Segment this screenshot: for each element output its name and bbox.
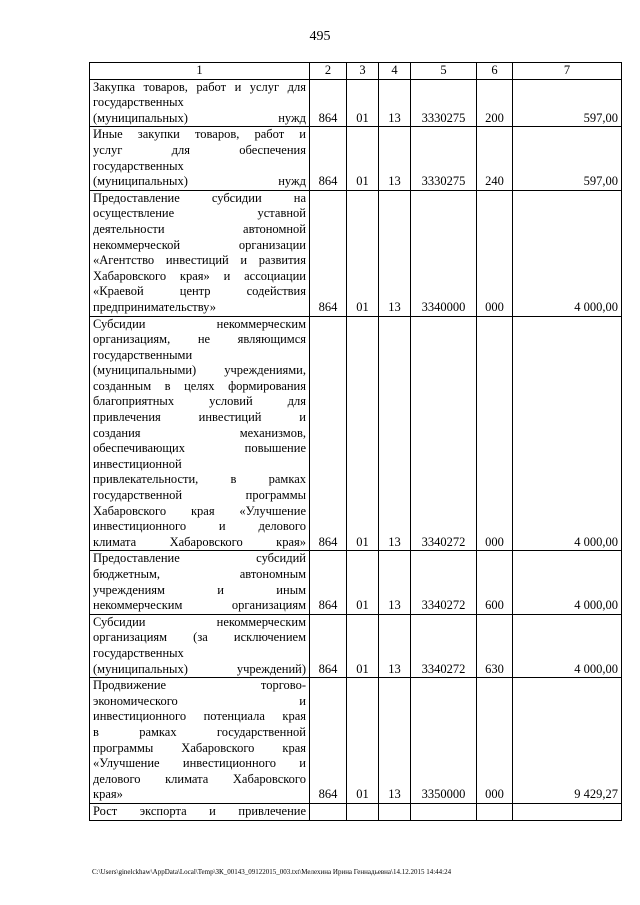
description-line: привлекательности, в рамках [93,472,306,487]
table-row [90,614,622,677]
description-line: экономического и [93,693,306,708]
description-line: организациям (за исключением [93,630,306,645]
footer-path: C:\Users\ginelckhaw\AppData\Local\Temp\ЗК_00143_09122015_003.txt\Мелехина Ирина Геннадьевна\14.12.2015 14:44:24 [92,868,452,876]
description-line: создания механизмов, [93,425,306,440]
row-description [90,678,310,804]
cell-expense-type: 200 [477,79,513,127]
description-line: делового климата Хабаровского [93,771,306,786]
description-line: климата Хабаровского края» [93,534,306,549]
table-row [90,678,622,804]
description-line: Иные закупки товаров, работ и [93,127,306,142]
description-line: программы Хабаровского края [93,740,306,755]
description-line: некоммерческой организации [93,237,306,252]
description-line: организациям, не являющимся [93,332,306,347]
cell-section [347,803,379,820]
cell-target-article: 3340272 [411,551,477,614]
cell-subsection: 13 [379,614,411,677]
cell-expense-type: 000 [477,190,513,316]
cell-section: 01 [347,614,379,677]
cell-chapter: 864 [310,316,347,551]
description-line: (муниципальными) учреждениями, [93,363,306,378]
table-row [90,190,622,316]
description-line: Субсидии некоммерческим [93,316,306,331]
page-number: 495 [309,29,331,44]
row-description [90,551,310,614]
cell-amount: 9 429,27 [513,678,622,804]
cell-section: 01 [347,678,379,804]
row-description [90,803,310,820]
description-line: обеспечивающих повышение [93,441,306,456]
description-line: края» [93,787,123,802]
cell-target-article: 3330275 [411,127,477,190]
description-line: инвестиционной [93,456,182,471]
cell-chapter: 864 [310,614,347,677]
cell-section: 01 [347,127,379,190]
description-line: (муниципальных) нужд [93,110,306,125]
description-line: учреждениям и иным [93,582,306,597]
description-line: инвестиционного и делового [93,519,306,534]
cell-subsection: 13 [379,316,411,551]
description-line: предпринимательству» [93,299,216,314]
description-line: государственных [93,645,184,660]
cell-chapter [310,803,347,820]
description-line: Рост экспорта и привлечение [93,803,306,818]
description-line: некоммерческим организациям [93,598,306,613]
description-line: услуг для обеспечения [93,142,306,157]
cell-expense-type: 630 [477,614,513,677]
description-line: «Агентство инвестиций и развития [93,253,306,268]
row-description [90,316,310,551]
cell-subsection: 13 [379,678,411,804]
cell-chapter: 864 [310,551,347,614]
table-body [90,79,622,820]
cell-chapter: 864 [310,190,347,316]
cell-subsection: 13 [379,551,411,614]
description-line: Продвижение торгово- [93,678,306,693]
description-line: Хабаровского края «Улучшение [93,503,306,518]
cell-target-article: 3340000 [411,190,477,316]
cell-expense-type: 000 [477,678,513,804]
cell-amount: 4 000,00 [513,190,622,316]
cell-amount: 597,00 [513,79,622,127]
description-line: государственных [93,95,184,110]
table-row [90,803,622,820]
cell-subsection [379,803,411,820]
cell-expense-type [477,803,513,820]
cell-section: 01 [347,551,379,614]
header-col-7: 7 [513,63,622,80]
description-line: государственными [93,347,193,362]
description-line: (муниципальных) учреждений) [93,661,306,676]
description-line: в рамках государственной [93,724,306,739]
description-line: Субсидии некоммерческим [93,614,306,629]
description-line: Закупка товаров, работ и услуг для [93,79,306,94]
description-line: привлечения инвестиций и [93,410,306,425]
cell-target-article: 3340272 [411,614,477,677]
description-line: благоприятных условий для [93,394,306,409]
description-line: государственной программы [93,488,306,503]
row-description [90,614,310,677]
cell-chapter: 864 [310,678,347,804]
description-line: инвестиционного потенциала края [93,709,306,724]
header-col-5: 5 [411,63,477,80]
cell-subsection: 13 [379,127,411,190]
cell-target-article: 3350000 [411,678,477,804]
cell-target-article: 3330275 [411,79,477,127]
cell-target-article: 3340272 [411,316,477,551]
table-row [90,551,622,614]
cell-amount [513,803,622,820]
cell-target-article [411,803,477,820]
cell-amount: 4 000,00 [513,551,622,614]
description-line: «Улучшение инвестиционного и [93,756,306,771]
row-description [90,190,310,316]
row-description [90,127,310,190]
cell-chapter: 864 [310,79,347,127]
description-line: созданным в целях формирования [93,378,306,393]
header-col-4: 4 [379,63,411,80]
cell-expense-type: 600 [477,551,513,614]
description-line: государственных [93,158,184,173]
cell-amount: 597,00 [513,127,622,190]
description-line: Предоставление субсидий [93,551,306,566]
table-row [90,79,622,127]
header-col-1: 1 [90,63,310,80]
cell-amount: 4 000,00 [513,316,622,551]
table-row [90,316,622,551]
table-header-row [90,63,622,80]
cell-section: 01 [347,79,379,127]
header-col-3: 3 [347,63,379,80]
description-line: (муниципальных) нужд [93,174,306,189]
description-line: «Краевой центр содействия [93,284,306,299]
description-line: Предоставление субсидии на [93,190,306,205]
cell-expense-type: 240 [477,127,513,190]
description-line: деятельности автономной [93,221,306,236]
row-description [90,79,310,127]
cell-amount: 4 000,00 [513,614,622,677]
description-line: бюджетным, автономным [93,567,306,581]
header-col-6: 6 [477,63,513,80]
cell-subsection: 13 [379,190,411,316]
budget-table [89,62,622,821]
header-col-2: 2 [310,63,347,80]
cell-chapter: 864 [310,127,347,190]
description-line: осуществление уставной [93,206,306,221]
cell-subsection: 13 [379,79,411,127]
cell-section: 01 [347,316,379,551]
cell-expense-type: 000 [477,316,513,551]
table-row [90,127,622,190]
description-line: Хабаровского края» и ассоциации [93,268,306,283]
cell-section: 01 [347,190,379,316]
